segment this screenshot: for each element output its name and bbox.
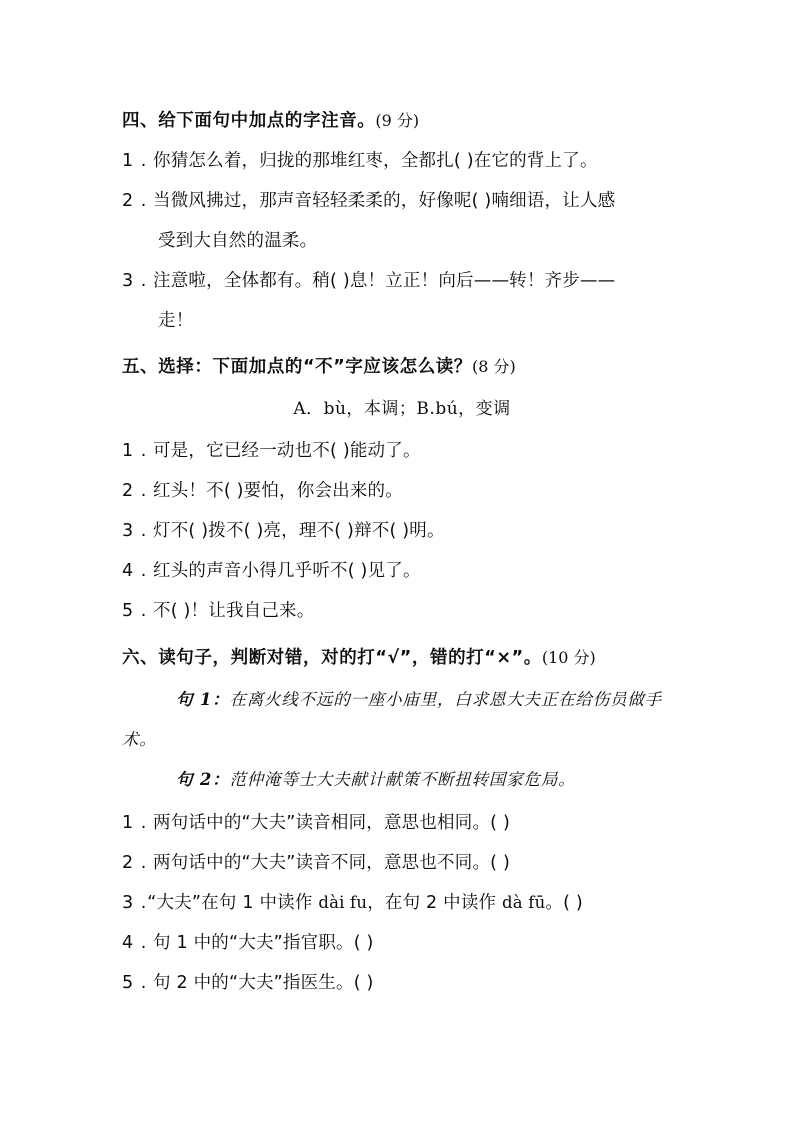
section-five-heading	[122, 354, 722, 380]
item-text: 两句话中的“大夫”读音相同，意思也相同。( )	[153, 813, 510, 833]
item-text-post: 。( )	[545, 893, 583, 913]
pinyin-da-fu: dà fū	[502, 893, 546, 912]
section-six-item-4	[122, 930, 722, 956]
quote-label: 句 2：	[176, 770, 230, 789]
quote-text: 范仲淹等士大夫献计献策不断扭转国家危局。	[229, 770, 576, 789]
item-text: 你猜怎么着，归拢的那堆红枣，全都扎( )在它的背上了。	[153, 151, 598, 171]
section-six-quote-1	[176, 687, 776, 713]
section-six-item-5	[122, 970, 722, 996]
section-five-item-5	[122, 598, 722, 624]
section-four-heading-text: 四、给下面句中加点的字注音。	[122, 111, 376, 131]
item-number: 2 .	[122, 853, 148, 873]
section-five-item-4	[122, 558, 722, 584]
item-text: 可是，它已经一动也不( )能动了。	[153, 441, 421, 461]
item-text: 红头！不( )要怕，你会出来的。	[153, 481, 403, 501]
item-number: 5 .	[122, 973, 148, 993]
item-text: 两句话中的“大夫”读音不同，意思也不同。( )	[153, 853, 510, 873]
quote-text: 在离火线不远的一座小庙里，白求恩大夫正在给伤员做手	[229, 690, 662, 709]
item-text: 灯不( )拨不( )亮，理不( )辩不( )明。	[153, 521, 445, 541]
item-text: 注意啦，全体都有。稍( )息！立正！向后——转！齐步——	[153, 271, 616, 291]
section-six-item-2	[122, 850, 722, 876]
item-text-pre: “大夫”在句 1 中读作	[147, 893, 319, 913]
section-six-heading-text: 六、读句子，判断对错，对的打“√”，错的打“×”。	[122, 648, 542, 668]
section-six-quote-2	[176, 767, 776, 793]
item-text: 红头的声音小得几乎听不( )见了。	[153, 561, 421, 581]
section-five-item-3	[122, 518, 722, 544]
section-four-item-3-cont: 走！	[158, 311, 194, 331]
section-five-options: A．bù，本调；B.bú，变调	[293, 399, 511, 419]
item-number: 3 .	[122, 271, 148, 291]
item-text: 句 1 中的“大夫”指官职。( )	[153, 933, 374, 953]
section-five-score: (8 分)	[472, 357, 516, 376]
item-text: 当微风拂过，那声音轻轻柔柔的，好像呢( )喃细语，让人感	[153, 191, 616, 211]
section-five-item-1	[122, 438, 722, 464]
item-number: 4 .	[122, 933, 148, 953]
item-number: 2 .	[122, 481, 148, 501]
item-number: 2 .	[122, 191, 148, 211]
section-six-heading	[122, 645, 722, 671]
section-six-item-1	[122, 810, 722, 836]
section-four-item-2-cont: 受到大自然的温柔。	[158, 231, 318, 251]
item-number: 3 .	[122, 893, 148, 913]
section-four-item-2	[122, 188, 722, 214]
section-four-heading	[122, 108, 722, 134]
section-six-quote-1-cont: 术。	[122, 730, 157, 749]
item-number: 1 .	[122, 441, 148, 461]
item-text: 不( )！让我自己来。	[153, 601, 315, 621]
quote-label: 句 1：	[176, 690, 230, 709]
item-number: 1 .	[122, 813, 148, 833]
section-six-item-3	[122, 890, 722, 916]
item-number: 3 .	[122, 521, 148, 541]
pinyin-dai-fu: dài fu	[318, 893, 368, 912]
section-four-item-1	[122, 148, 722, 174]
section-six-score: (10 分)	[541, 648, 596, 667]
section-four-score: (9 分)	[375, 111, 420, 130]
item-number: 1 .	[122, 151, 148, 171]
section-five-heading-text: 五、选择：下面加点的“不”字应该怎么读？	[122, 357, 473, 377]
section-five-item-2	[122, 478, 722, 504]
item-text-mid: ，在句 2 中读作	[367, 893, 503, 913]
item-number: 5 .	[122, 601, 148, 621]
item-number: 4 .	[122, 561, 148, 581]
item-text: 句 2 中的“大夫”指医生。( )	[153, 973, 374, 993]
section-four-item-3	[122, 268, 722, 294]
